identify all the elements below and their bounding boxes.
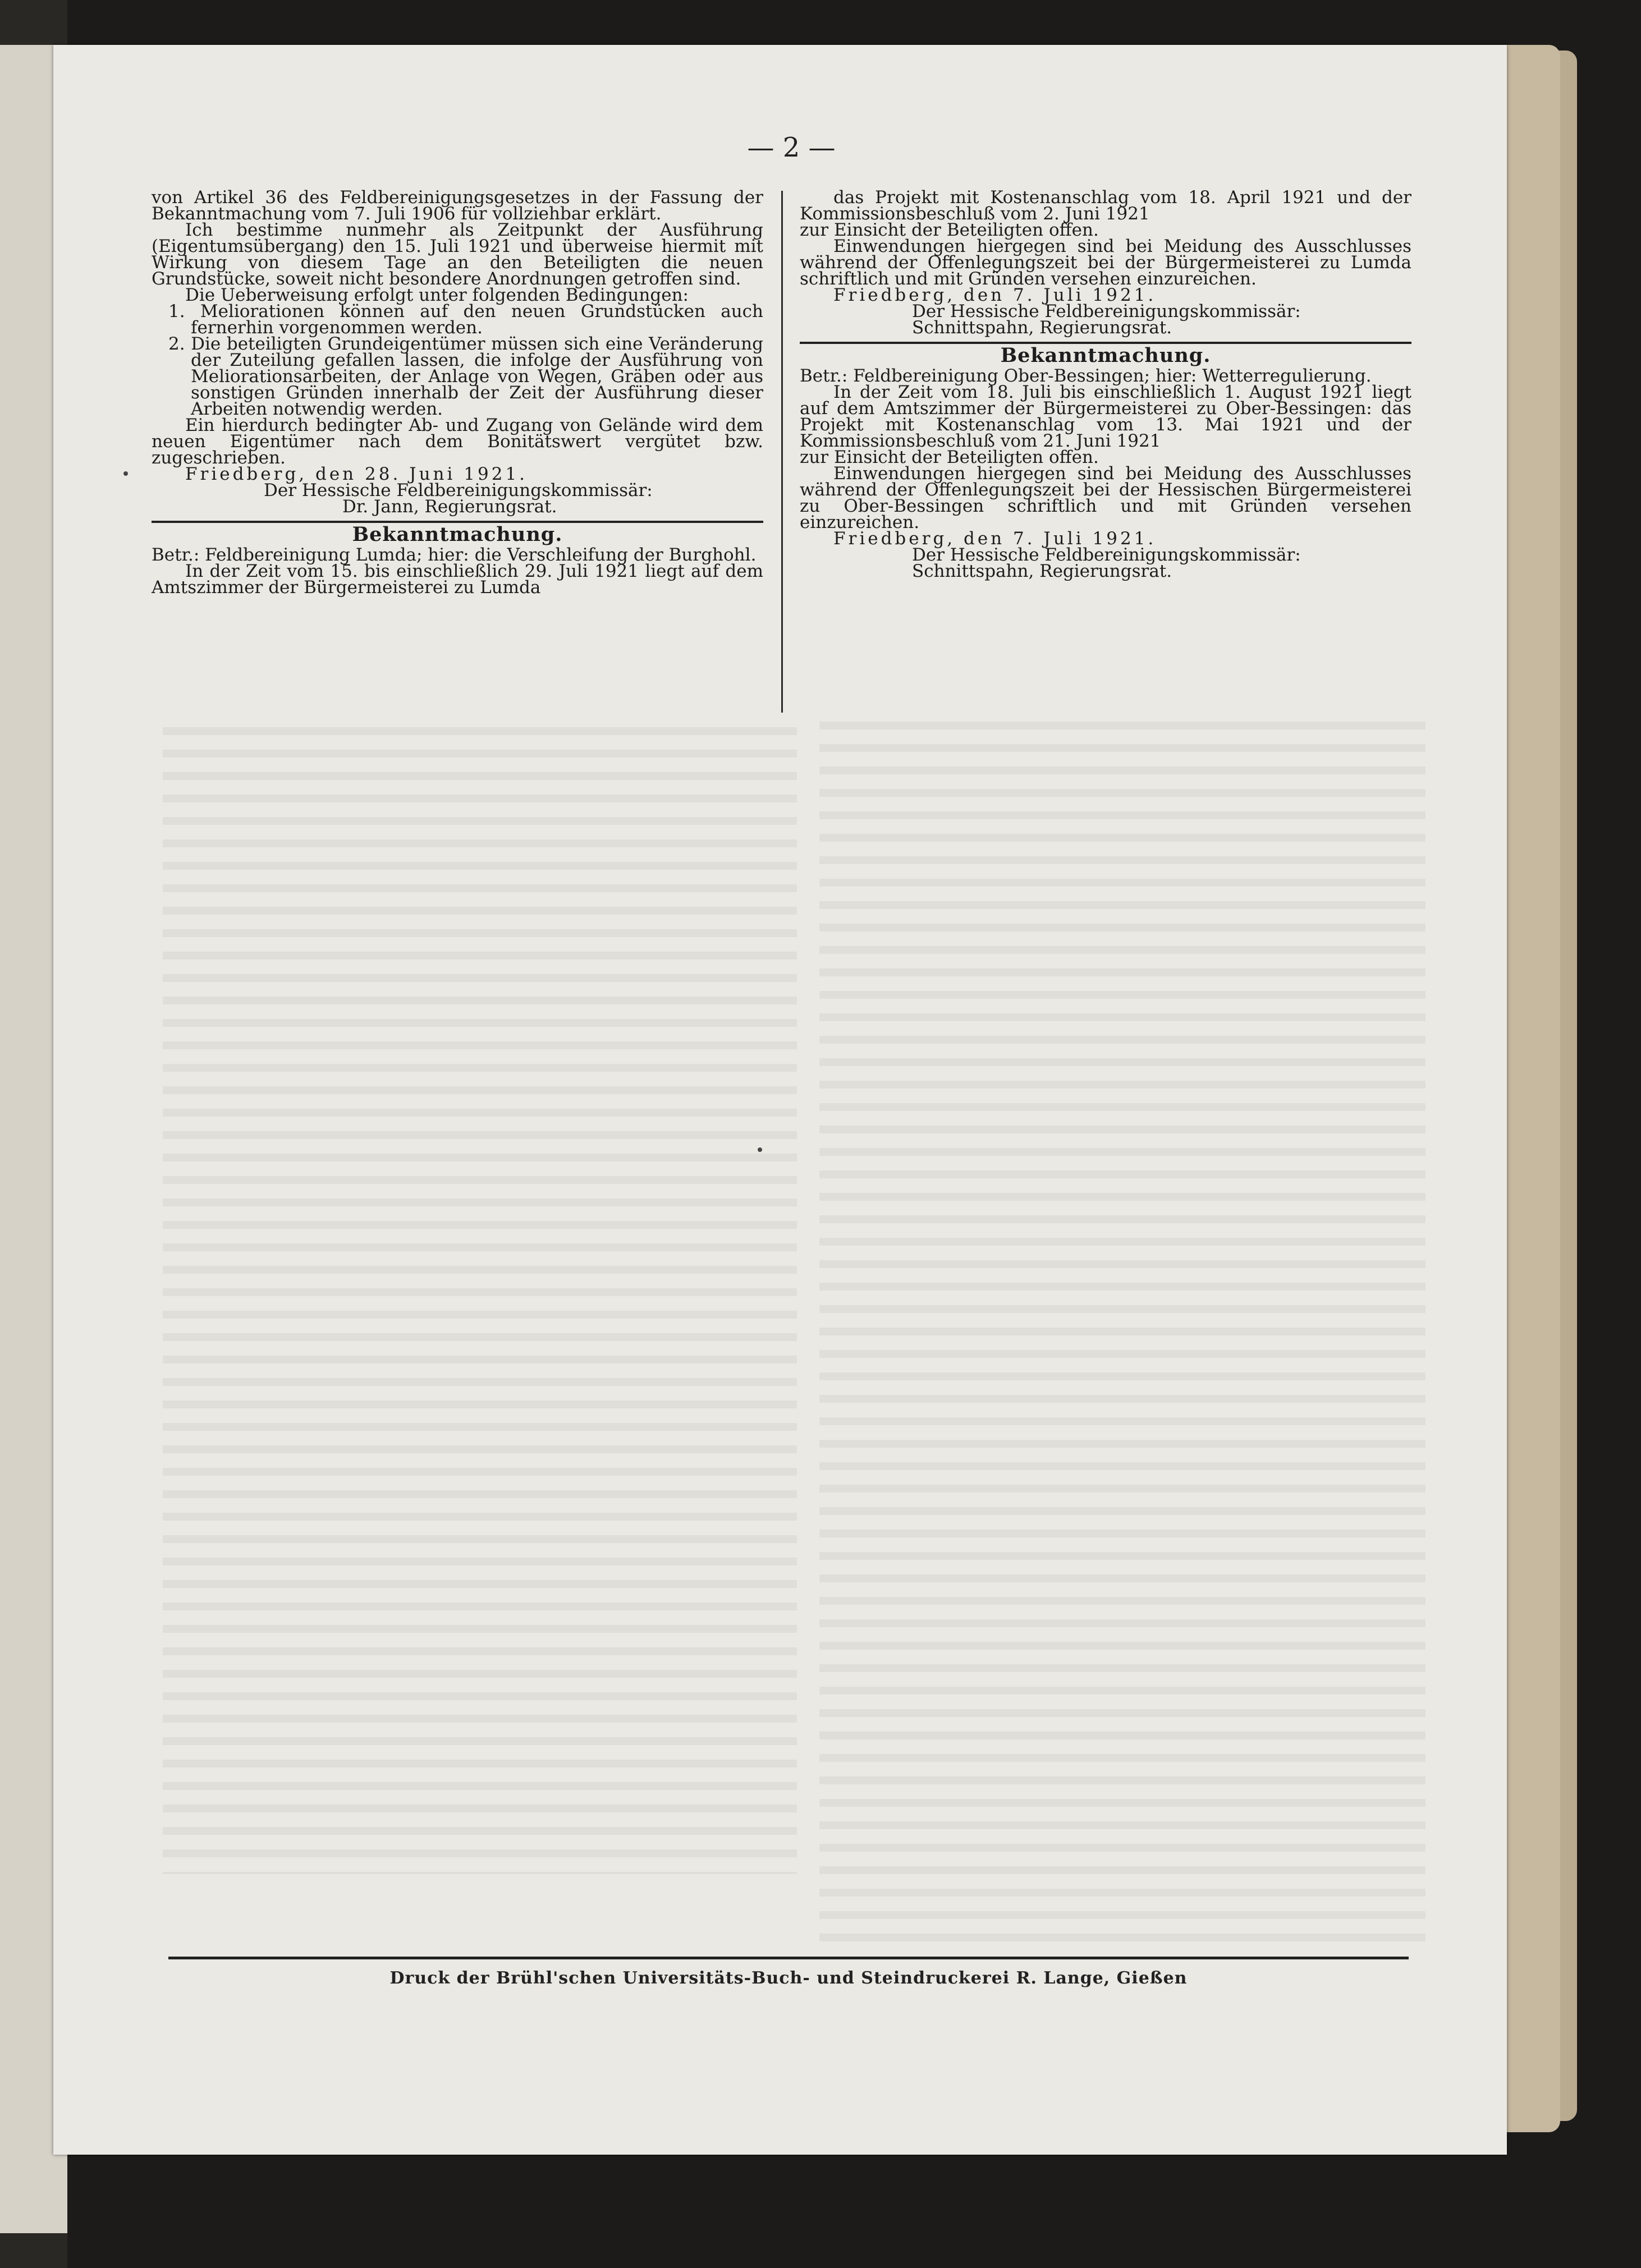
signature-name: Schnittspahn, Regierungsrat.: [912, 561, 1172, 581]
paragraph: zur Einsicht der Beteiligten offen.: [800, 447, 1099, 467]
paragraph: Die Ueberweisung erfolgt unter folgenden Bedingungen:: [185, 285, 689, 305]
page-number: — 2 —: [747, 132, 836, 163]
signature-title: Der Hessische Feldbereinigungskommissär:: [912, 545, 1301, 565]
place-date: Friedberg, den 28. Juni 1921.: [185, 464, 528, 484]
paragraph: Ich bestimme nunmehr als Zeitpunkt der Ausführung (Eigentumsübergang) den 15. Juli 1921 und überweise hiermit mit Wirkung von diesem Tage an den Beteiligten die neuen Grundstücke, soweit nicht besondere Anordnungen getroffen sind.: [152, 220, 763, 289]
paragraph: In der Zeit vom 15. bis einschließlich 29. Juli 1921 liegt auf dem Amtszimmer der Bürgermeisterei zu Lumda: [152, 561, 763, 598]
paragraph: zur Einsicht der Beteiligten offen.: [800, 220, 1099, 240]
signature-name: Schnittspahn, Regierungsrat.: [912, 318, 1172, 338]
signature-name: Dr. Jann, Regierungsrat.: [342, 497, 557, 517]
bleed-through-text: [163, 713, 797, 1874]
list-item: 2. Die beteiligten Grundeigentümer müssen sich eine Veränderung der Zuteilung gefallen lassen, die infolge der Ausführung von Meliorationsarbeiten, der Anlage von Wegen, Gräben oder aus sonstigen Gründen innerhalb der Zeit der Ausführung dieser Arbeiten notwendig werden.: [168, 334, 763, 419]
right-column: [800, 187, 1411, 581]
signature-title: Der Hessische Feldbereinigungskommissär:: [912, 301, 1301, 322]
paragraph: Einwendungen hiergegen sind bei Meidung des Ausschlusses während der Offenlegungszeit bei der Bürgermeisterei zu Lumda schriftlich und mit Gründen versehen einzureichen.: [800, 236, 1411, 289]
place-date: Friedberg, den 7. Juli 1921.: [833, 285, 1157, 305]
printer-imprint: Druck der Brühl'schen Universitäts-Buch- und Steindruckerei R. Lange, Gießen: [389, 1968, 1188, 1988]
subject-line: Betr.: Feldbereinigung Lumda; hier: die Verschleifung der Burghohl.: [152, 545, 757, 565]
paragraph: Einwendungen hiergegen sind bei Meidung des Ausschlusses während der Offenlegungszeit bei der Hessischen Bürgermeisterei zu Ober-Bessingen schriftlich und mit Gründen versehen einzureichen.: [800, 463, 1411, 532]
bleed-through-text: [819, 707, 1425, 1953]
ink-speck: [758, 1147, 762, 1152]
paragraph: In der Zeit vom 18. Juli bis einschließlich 1. August 1921 liegt auf dem Amtszimmer der Bürgermeisterei zu Ober-Bessingen: das Projekt mit Kostenanschlag vom 13. Mai 1921 und der Kommissionsbeschluß vom 21. Juni 1921: [800, 382, 1411, 451]
place-date: Friedberg, den 7. Juli 1921.: [833, 529, 1157, 549]
list-item: 1. Meliorationen können auf den neuen Grundstücken auch fernerhin vorgenommen werden.: [168, 301, 763, 338]
subject-line: Betr.: Feldbereinigung Ober-Bessingen; hier: Wetterregulierung.: [800, 366, 1372, 386]
paragraph: von Artikel 36 des Feldbereinigungsgesetzes in der Fassung der Bekanntmachung vom 7. Juli 1906 für vollziehbar erklärt.: [152, 187, 763, 224]
paragraph: das Projekt mit Kostenanschlag vom 18. April 1921 und der Kommissionsbeschluß vom 2. Juni 1921: [800, 187, 1411, 224]
ink-speck: [123, 471, 128, 476]
column-divider: [781, 191, 783, 713]
left-column: [152, 187, 763, 598]
signature-title: Der Hessische Feldbereinigungskommissär:: [264, 480, 653, 501]
notice-heading: Bekanntmachung.: [1000, 344, 1211, 367]
notice-heading: Bekanntmachung.: [352, 523, 563, 546]
footer-rule: [168, 1957, 1409, 1959]
paragraph: Ein hierdurch bedingter Ab- und Zugang von Gelände wird dem neuen Eigentümer nach dem Bonitätswert vergütet bzw. zugeschrieben.: [152, 415, 763, 468]
